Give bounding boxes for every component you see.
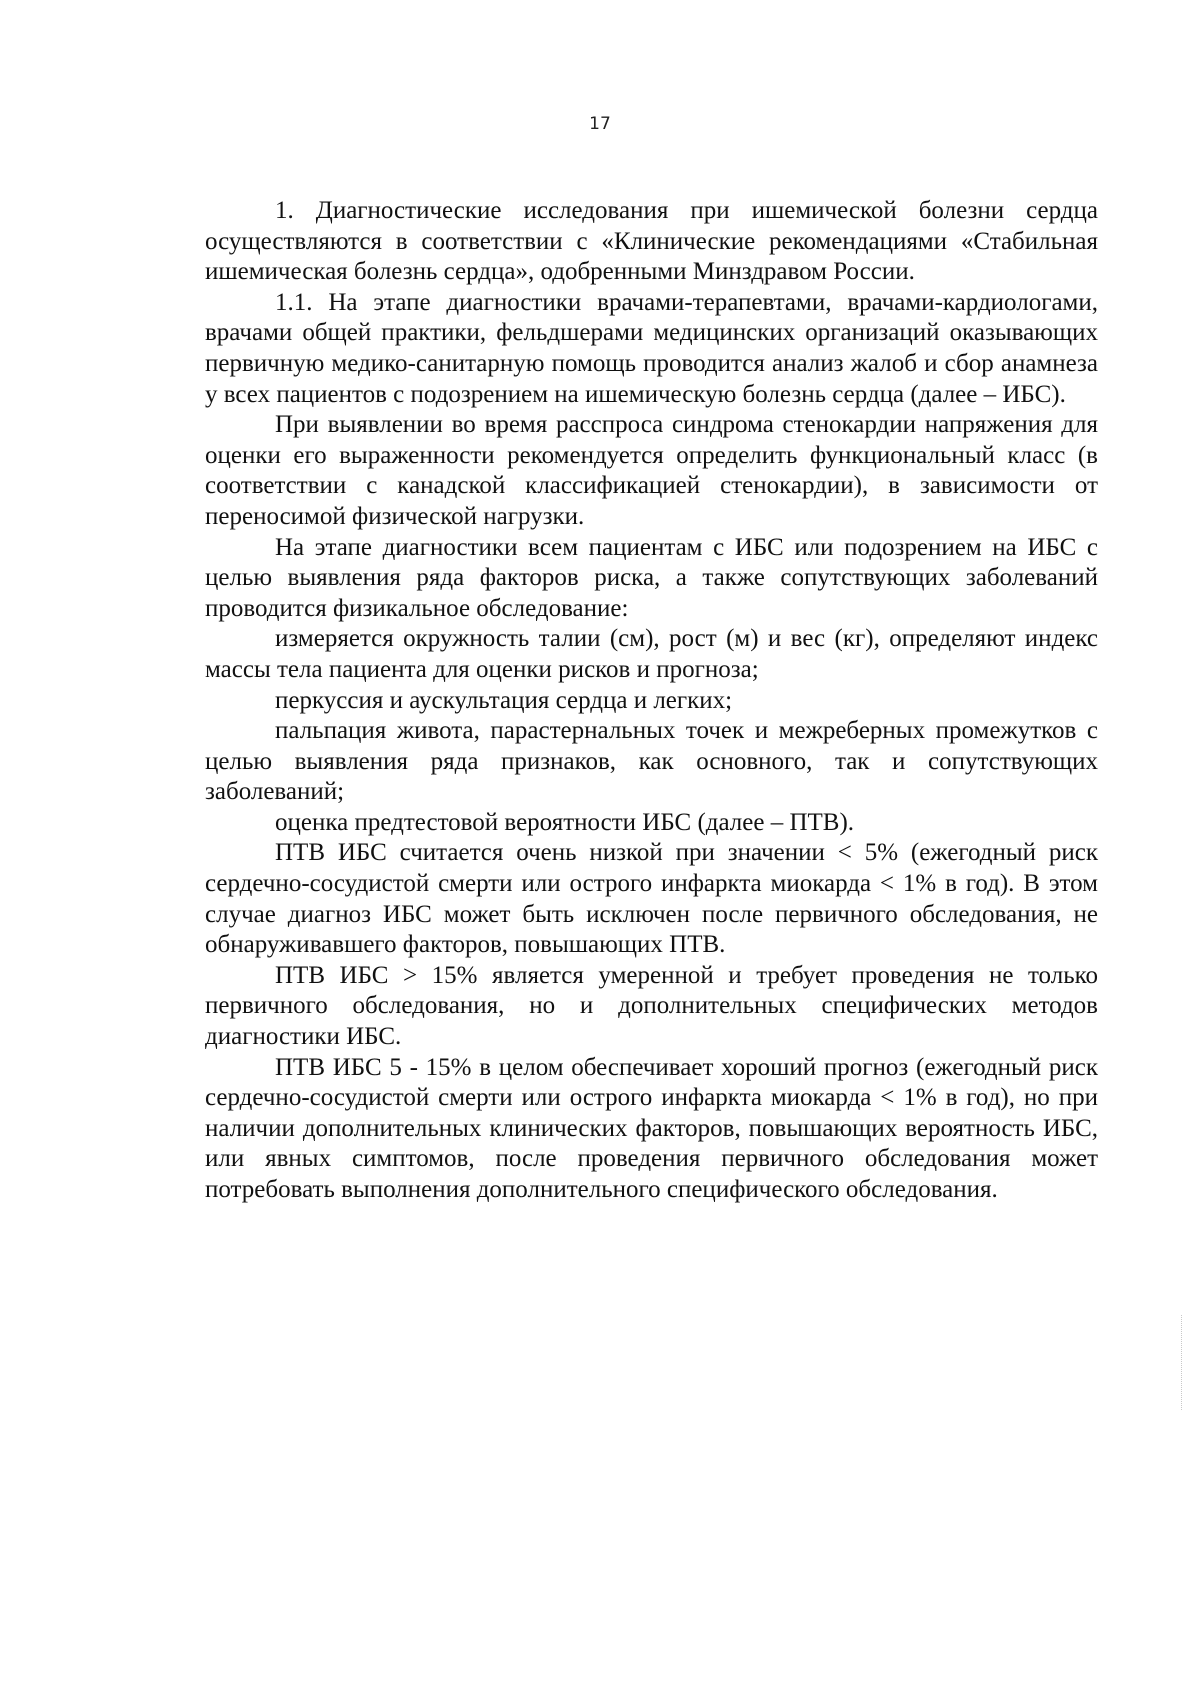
paragraph-measurements: измеряется окружность талии (см), рост (м) и вес (кг), определяют индекс массы тела пациента для оценки рисков и прогноза; (205, 625, 1098, 683)
scan-edge-marks (1179, 1315, 1182, 1410)
paragraph-physical-exam: На этапе диагностики всем пациентам с ИБС или подозрением на ИБС с целью выявления ряда факторов риска, а также сопутствующих заболеваний проводится физикальное обследование: (205, 533, 1098, 622)
paragraph-angina-class: При выявлении во время расспроса синдрома стенокардии напряжения для оценки его выраженности рекомендуется определить функциональный класс (в соответствии с канадской классификацией стенокардии), в зависимости от переносимой физической нагрузки. (205, 411, 1098, 530)
paragraph-ptv-low: ПТВ ИБС считается очень низкой при значении < 5% (ежегодный риск сердечно-сосудистой смерти или острого инфаркта миокарда < 1% в год). В этом случае диагноз ИБС может быть исключен после первичного обследования, не обнаруживавшего факторов, повышающих ПТВ. (205, 839, 1098, 959)
paragraph-ptv-moderate: ПТВ ИБС > 15% является умеренной и требует проведения не только первичного обследования, но и дополнительных специфических методов диагностики ИБС. (205, 961, 1098, 1051)
paragraph-1-1-anamnesis: 1.1. На этапе диагностики врачами-терапевтами, врачами-кардиологами, врачами общей практики, фельдшерами медицинских организаций оказывающих первичную медико-санитарную помощь проводится анализ жалоб и сбор анамнеза у всех пациентов с подозрением на ишемическую болезнь сердца (далее – ИБС). (205, 288, 1098, 408)
paragraph-diagnostics-intro: 1. Диагностические исследования при ишемической болезни сердца осуществляются в соответствии с «Клинические рекомендациями «Стабильная ишемическая болезнь сердца», одобренными Минздравом России. (205, 197, 1098, 286)
page-number: 17 (589, 114, 611, 134)
paragraph-ptv-assessment: оценка предтестовой вероятности ИБС (далее – ПТВ). (275, 808, 855, 836)
paragraph-ptv-5-15: ПТВ ИБС 5 - 15% в целом обеспечивает хороший прогноз (ежегодный риск сердечно-сосудистой смерти или острого инфаркта миокарда < 1% в год), но при наличии дополнительных клинических факторов, повышающих вероятность ИБС, или явных симптомов, после проведения первичного обследования может потребовать выполнения дополнительного специфического обследования. (205, 1053, 1098, 1203)
paragraph-percussion: перкуссия и аускультация сердца и легких; (275, 686, 733, 714)
paragraph-palpation: пальпация живота, парастернальных точек и межреберных промежутков с целью выявления ряда признаков, как основного, так и сопутствующих заболеваний; (205, 717, 1098, 806)
document-body (205, 196, 1098, 1206)
